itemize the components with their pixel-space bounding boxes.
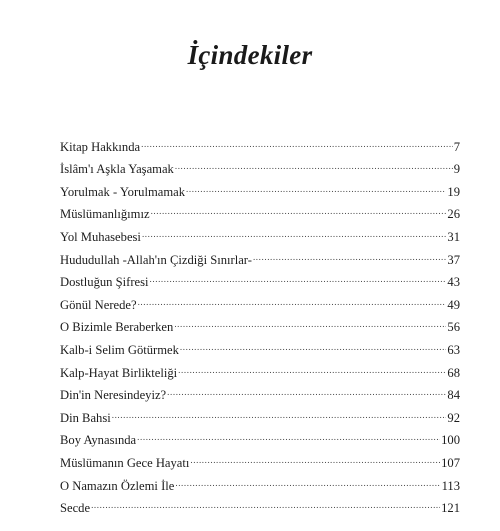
toc-entry-page-number: 68 (447, 365, 460, 380)
dot-leader (137, 422, 440, 445)
toc-entry-page-number: 84 (447, 388, 460, 403)
dot-leader (142, 218, 446, 241)
toc-entry-title: Kitap Hakkında (60, 139, 141, 154)
toc-entry (60, 422, 460, 448)
toc-entry-page-number: 63 (447, 342, 460, 357)
page-title: İçindekiler (187, 40, 313, 70)
dot-leader (175, 467, 440, 490)
toc-entry-title: Müslümanın Gece Hayatı (60, 455, 190, 470)
toc-entry (60, 128, 460, 154)
dot-leader (186, 173, 446, 196)
toc-entry-title: Yorulmak - Yorulmamak (60, 184, 186, 199)
toc-entry-page-number: 113 (441, 478, 460, 493)
toc-entry (60, 399, 460, 425)
dot-leader (253, 241, 446, 264)
toc-entry-title: Kalb-i Selim Götürmek (60, 342, 179, 357)
toc-entry-page-number: 56 (447, 320, 460, 335)
dot-leader (141, 128, 453, 151)
toc-entry-title: Secde (60, 501, 91, 516)
toc-entry-page-number: 107 (441, 455, 460, 470)
toc-entry-title: Gönül Nerede? (60, 297, 137, 312)
dot-leader (138, 286, 447, 309)
toc-entry-page-number: 26 (447, 207, 460, 222)
toc-entry-page-number: 100 (441, 433, 460, 448)
dot-leader (178, 354, 446, 377)
dot-leader (112, 399, 447, 422)
toc-entry-title: Yol Muhasebesi (60, 229, 141, 244)
dot-leader (91, 490, 440, 513)
table-of-contents (60, 128, 460, 516)
dot-leader (180, 331, 446, 354)
toc-entry (60, 490, 460, 516)
toc-entry-title: O Namazın Özlemi İle (60, 478, 175, 493)
toc-entry-page-number: 37 (447, 252, 460, 267)
dot-leader (190, 444, 440, 467)
toc-entry-page-number: 19 (447, 184, 460, 199)
toc-entry-title: Dostluğun Şifresi (60, 275, 149, 290)
dot-leader (150, 264, 447, 287)
toc-entry-page-number: 7 (453, 139, 460, 154)
toc-entry-page-number: 49 (447, 297, 460, 312)
toc-entry-title: Din Bahsi (60, 410, 111, 425)
toc-entry-page-number: 92 (447, 410, 460, 425)
toc-entry-title: Hududullah -Allah'ın Çizdiği Sınırlar- (60, 252, 252, 267)
dot-leader (175, 151, 453, 174)
toc-entry-title: O Bizimle Beraberken (60, 320, 174, 335)
dot-leader (151, 196, 447, 219)
dot-leader (174, 309, 446, 332)
dot-leader (167, 377, 446, 400)
toc-entry-page-number: 9 (453, 162, 460, 177)
toc-entry-title: Kalp-Hayat Birlikteliği (60, 365, 178, 380)
toc-entry-title: İslâm'ı Aşkla Yaşamak (60, 162, 174, 177)
toc-entry-title: Din'in Neresindeyiz? (60, 388, 167, 403)
toc-entry-title: Boy Aynasında (60, 433, 137, 448)
toc-entry-page-number: 43 (447, 275, 460, 290)
toc-entry-title: Müslümanlığımız (60, 207, 150, 222)
toc-entry-page-number: 31 (447, 229, 460, 244)
toc-entry-page-number: 121 (441, 501, 460, 516)
